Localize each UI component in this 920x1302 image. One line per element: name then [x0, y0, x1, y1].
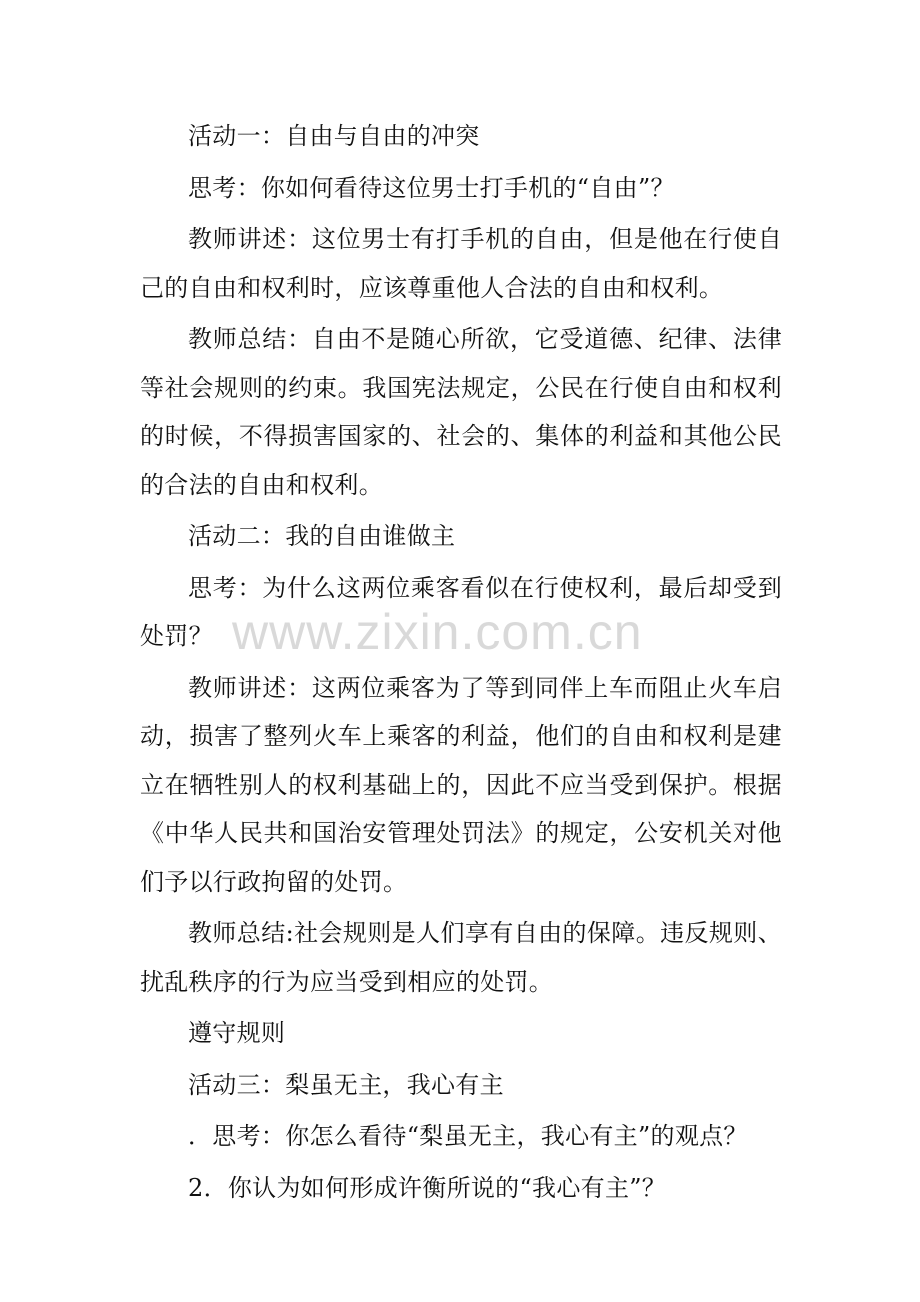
document-page [140, 112, 782, 1215]
activity-3-heading: 活动三：梨虽无主，我心有主 [188, 1070, 504, 1099]
activity-2-teacher-summary: 教师总结:社会规则是人们享有自由的保障。违反规则、扰乱秩序的行为应当受到相应的处罚。 [140, 919, 782, 996]
activity-2-question: 思考：为什么这两位乘客看似在行使权利，最后却受到处罚？ [140, 573, 782, 650]
activity-3-question-2: 2．你认为如何形成许衡所说的“我心有主”？ [188, 1173, 667, 1202]
activity-1-teacher-explanation: 教师讲述：这位男士有打手机的自由，但是他在行使自己的自由和权利时，应该尊重他人合法的自由和权利。 [140, 225, 782, 302]
activity-1-teacher-summary: 教师总结：自由不是随心所欲，它受道德、纪律、法律等社会规则的约束。我国宪法规定，公民在行使自由和权利的时候，不得损害国家的、社会的、集体的利益和其他公民的合法的自由和权利。 [140, 325, 782, 499]
activity-2-heading: 活动二：我的自由谁做主 [188, 522, 456, 550]
watermark-text: www.zixin.com.cn [232, 604, 643, 660]
section-heading-follow-rules: 遵守规则 [188, 1019, 286, 1047]
activity-1-heading: 活动一：自由与自由的冲突 [188, 122, 480, 150]
activity-2-teacher-explanation: 教师讲述：这两位乘客为了等到同伴上车而阻止火车启动，损害了整列火车上乘客的利益，他们的自由和权利是建立在牺牲别人的权利基础上的，因此不应当受到保护。根据《中华人民共和国治安管理处罚法》的规定，公安机关对他们予以行政拘留的处罚。 [140, 673, 782, 896]
activity-1-question: 思考：你如何看待这位男士打手机的“自由”？ [188, 173, 675, 202]
activity-3-question-1: ．思考：你怎么看待“梨虽无主，我心有主”的观点？ [188, 1122, 748, 1150]
